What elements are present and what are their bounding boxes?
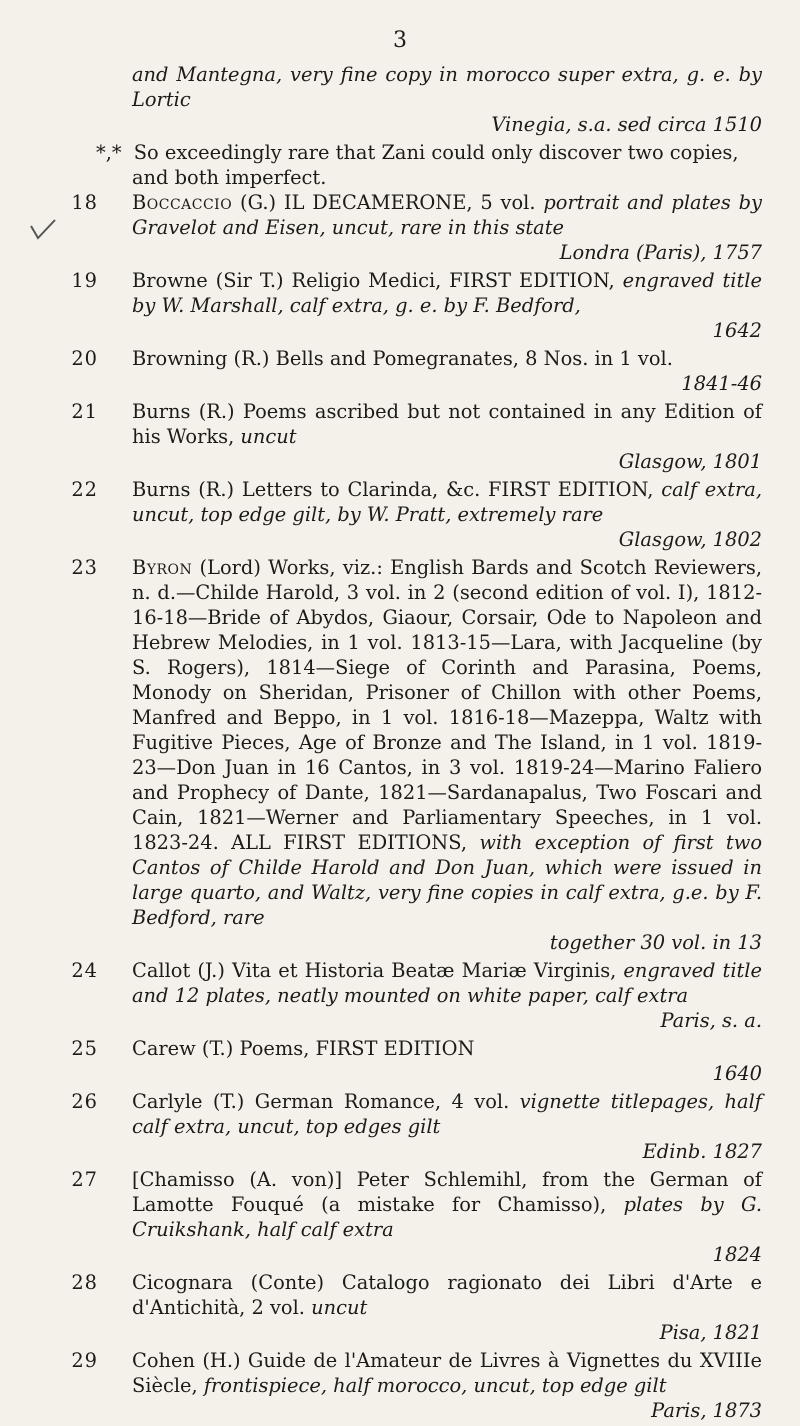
- entry-title: Burns (R.) Letters to Clarinda, &c. FIRST EDITION,: [132, 478, 654, 501]
- entry-imprint: Londra (Paris), 1757: [559, 241, 762, 264]
- entry-description: plates by G. Cruikshank, half calf extra: [132, 1193, 762, 1241]
- entry-description: frontispiece, half morocco, uncut, top edge gilt: [203, 1374, 667, 1397]
- entry-author: Boccaccio: [132, 191, 233, 214]
- entry-title: Carlyle (T.) German Romance, 4 vol.: [132, 1090, 510, 1113]
- lot-number: 22: [71, 478, 98, 501]
- catalogue-entry: [62, 477, 762, 552]
- page-number: 3: [393, 28, 407, 53]
- entry-description: vignette titlepages, half calf extra, uncut, top edges gilt: [132, 1090, 762, 1138]
- asterism: *,*: [96, 141, 122, 164]
- catalogue-entry: [62, 555, 762, 955]
- catalogue-entry: [62, 1167, 762, 1267]
- catalogue-entry: [62, 1089, 762, 1164]
- catalogue-entry: [62, 399, 762, 474]
- entry-imprint: Paris, s. a.: [660, 1009, 762, 1032]
- entry-description: uncut: [311, 1296, 368, 1319]
- entry-imprint: Pisa, 1821: [659, 1321, 762, 1344]
- lot-number: 21: [71, 400, 98, 423]
- entry-title: Cohen (H.) Guide de l'Amateur de Livres à Vignettes du XVIIIe Siècle,: [132, 1349, 762, 1397]
- lot-number: 27: [71, 1168, 98, 1191]
- catalogue-entry: [62, 958, 762, 1033]
- entry-description: calf extra, uncut, top edge gilt, by W. Pratt, extremely rare: [132, 478, 762, 526]
- entry-imprint: 1642: [712, 319, 762, 342]
- catalogue-entry: [62, 1348, 762, 1423]
- entry-title: (Lord) Works, viz.: English Bards and Scotch Reviewers, n. d.—Childe Harold, 3 vol. in 2 (second edition of vol. I), 1812-16-18—Bride of Abydos, Giaour, Corsair, Ode to Napoleon and Hebrew Melodies, in 1 vol. 1813-15—Lara, with Jacqueline (by S. Rogers), 1814—Siege of Corinth and Parasina, Poems, Monody on Sheridan, Prisoner of Chillon with other Poems, Manfred and Beppo, in 1 vol. 1816-18—Mazeppa, Waltz with Fugitive Pieces, Age of Bronze and The Island, in 1 vol. 1819-23—Don Juan in 16 Cantos, in 3 vol. 1819-24—Marino Faliero and Prophecy of Dante, 1821—Sardanapalus, Two Foscari and Cain, 1821—Werner and Parliamentary Speeches, in 1 vol. 1823-24. ALL FIRST EDITIONS,: [132, 556, 762, 854]
- lot-number: 29: [71, 1349, 98, 1372]
- pencil-tick-icon: [28, 218, 58, 244]
- entry-title: Callot (J.) Vita et Historia Beatæ Mariæ Virginis,: [132, 959, 617, 982]
- entry-title: [Chamisso (A. von)] Peter Schlemihl, from the German of Lamotte Fouqué (a mistake for Chamisso),: [132, 1168, 762, 1216]
- catalogue-entries: [62, 62, 762, 1426]
- entry-list: [62, 190, 762, 1423]
- collector-note: *,* So exceedingly rare that Zani could only discover two copies, and both imperfect.: [96, 141, 739, 189]
- continuation-entry: and Mantegna, very fine copy in morocco super extra, g. e. by Lortic Vinegia, s.a. sed circa 1510: [132, 63, 762, 136]
- entry-imprint: together 30 vol. in 13: [549, 931, 762, 954]
- entry-imprint: 1640: [712, 1062, 762, 1085]
- entry-author: Byron: [132, 556, 193, 579]
- entry-imprint: 1824: [712, 1243, 762, 1266]
- lot-number: 18: [71, 191, 98, 214]
- lot-number: 26: [71, 1090, 98, 1113]
- catalogue-entry: [62, 1036, 762, 1086]
- lot-number: 19: [71, 269, 98, 292]
- entry-imprint: Glasgow, 1802: [618, 528, 762, 551]
- lot-number: 20: [71, 347, 98, 370]
- entry-imprint: Paris, 1873: [651, 1399, 762, 1422]
- entry-description: engraved title by W. Marshall, calf extra, g. e. by F. Bedford,: [132, 269, 762, 317]
- catalogue-entry: [62, 1270, 762, 1345]
- entry-title: Browning (R.) Bells and Pomegranates, 8 Nos. in 1 vol.: [132, 347, 673, 370]
- entry-description: uncut: [240, 425, 297, 448]
- entry-title: Burns (R.) Poems ascribed but not contained in any Edition of his Works,: [132, 400, 762, 448]
- entry-description: with exception of first two Cantos of Childe Harold and Don Juan, which were issued in large quarto, and Waltz, very fine copies in calf extra, g.e. by F. Bedford, rare: [132, 831, 762, 929]
- lot-number: 24: [71, 959, 98, 982]
- catalogue-entry: [62, 190, 762, 265]
- entry-imprint: Glasgow, 1801: [618, 450, 762, 473]
- entry-title: (G.) IL DECAMERONE, 5 vol.: [240, 191, 536, 214]
- entry-title: Browne (Sir T.) Religio Medici, FIRST EDITION,: [132, 269, 615, 292]
- lot-number: 23: [71, 556, 98, 579]
- entry-title: Cicognara (Conte) Catalogo ragionato dei Libri d'Arte e d'Antichità, 2 vol.: [132, 1271, 762, 1319]
- entry-title: Carew (T.) Poems, FIRST EDITION: [132, 1037, 475, 1060]
- entry-imprint: Edinb. 1827: [642, 1140, 762, 1163]
- entry-imprint: 1841-46: [681, 372, 762, 395]
- entry-description: engraved title and 12 plates, neatly mounted on white paper, calf extra: [132, 959, 762, 1007]
- catalogue-entry: [62, 346, 762, 396]
- catalogue-entry: [62, 268, 762, 343]
- lot-number: 25: [71, 1037, 98, 1060]
- lot-number: 28: [71, 1271, 98, 1294]
- entry-description: portrait and plates by Gravelot and Eisen, uncut, rare in this state: [132, 191, 762, 239]
